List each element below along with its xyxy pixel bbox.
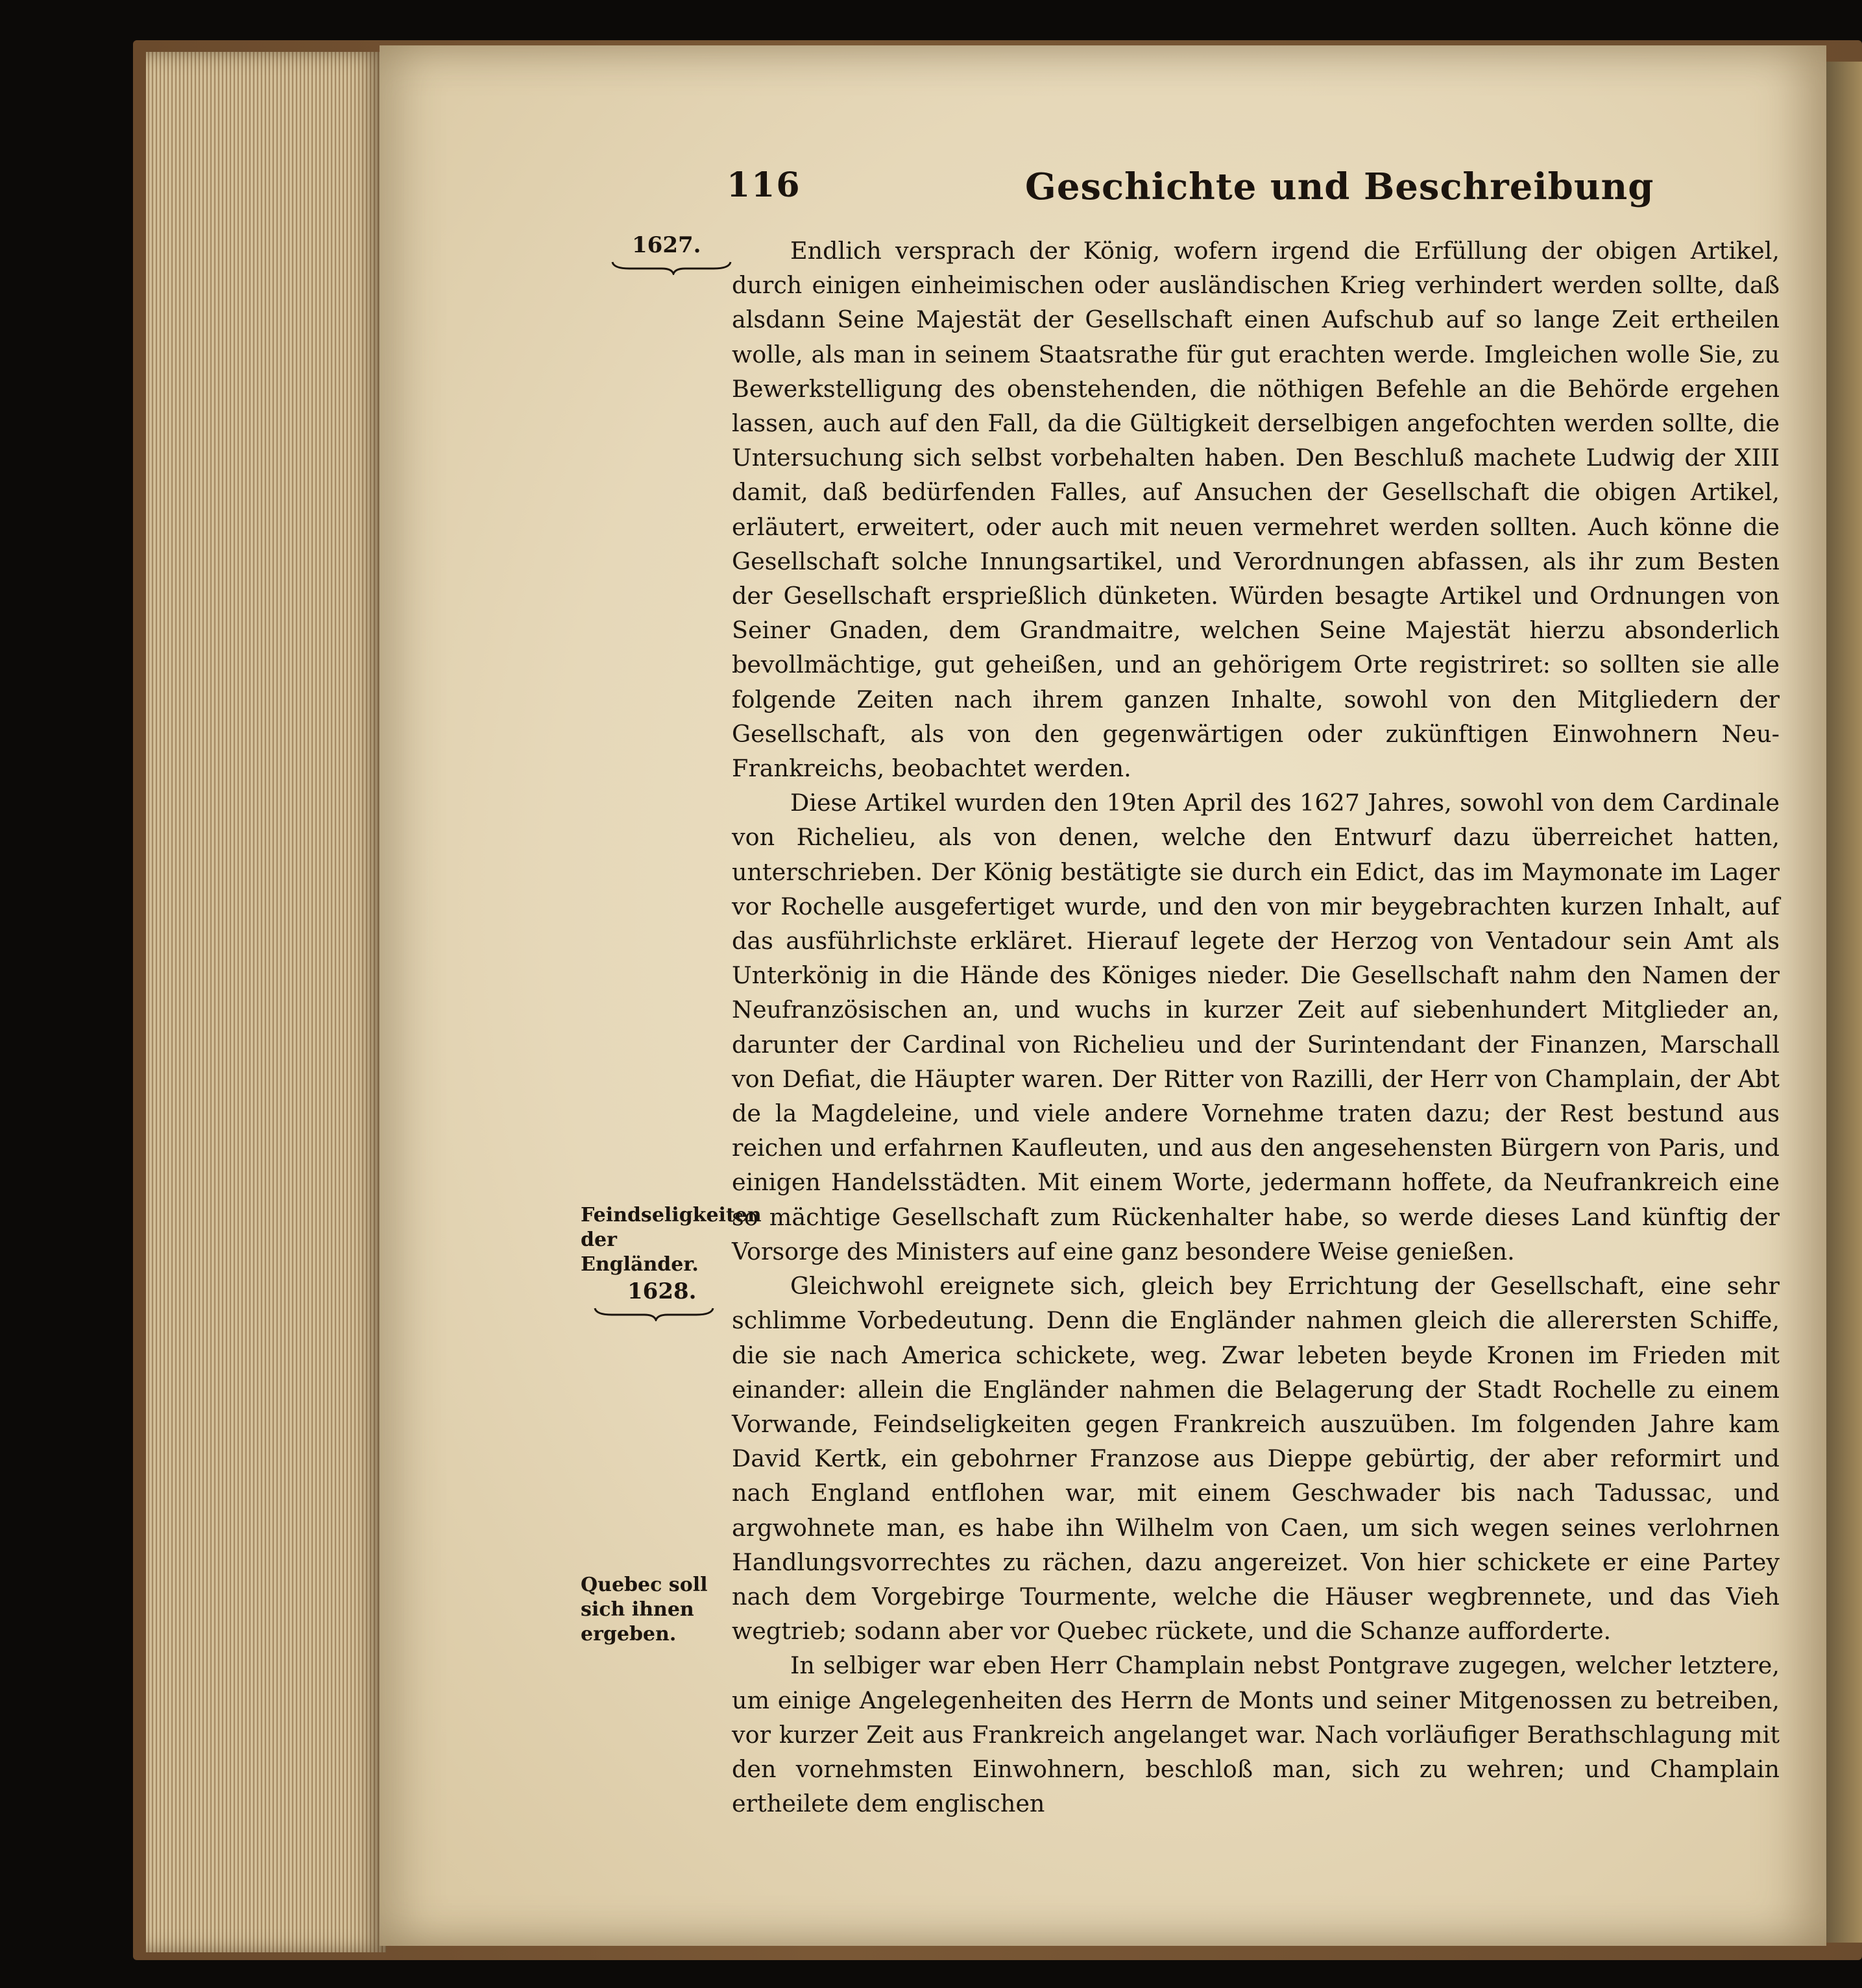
page-number: 116 (727, 165, 801, 205)
page-edges (146, 52, 386, 1952)
margin-note-feindseligkeiten (581, 1203, 762, 1321)
paragraph: Endlich versprach der König, wofern irgend die Erfüllung der obigen Artikel, durch einigen einheimischen oder ausländischen Krieg verhindert werden sollte, daß alsdann Seine Majestät der Gesellschaft einen Aufschub auf so lange Zeit ertheilen wolle, als man in seinem Staatsrathe für gut erachten werde. Imgleichen wolle Sie, zu Bewerkstelligung des obenstehenden, die nöthigen Befehle an die Behörde ergehen lassen, auch auf den Fall, da die Gültigkeit derselbigen angefochten werden sollte, die Untersuchung sich selbst vorbehalten haben. Den Beschluß machete Ludwig der XIII damit, daß bedürfenden Falles, auf Ansuchen der Gesellschaft die obigen Artikel, erläutert, erweitert, oder auch mit neuen vermehret werden sollten. Auch könne die Gesellschaft solche Innungsartikel, und Verordnungen abfassen, als ihr zum Besten der Gesellschaft erspriеßlich dünketen. Würden besagte Artikel und Ordnungen von Seiner Gnaden, dem Grandmaitre, welchen Seine Majestät hierzu absonderlich bevollmächtige, gut geheißen, und an gehörigem Orte registriret: so sollten sie alle folgende Zeiten nach ihrem ganzen Inhalte, sowohl von den Mitgliedern der Gesellschaft, als von den gegenwärtigen oder zukünftigen Einwohnern Neu-Frankreichs, beobachtet werden. (732, 237, 1780, 783)
brace-mark (610, 258, 733, 275)
running-title: Geschichte und Beschreibung (1025, 165, 1654, 208)
paragraph: In selbiger war eben Herr Champlain nebst Pontgrave zugegen, welcher letztere, um einige Angelegenheiten des Herrn de Monts und seiner Mitgenossen zu betreiben, vor kurzer Zeit aus Frankreich angelanget war. Nach vorläufiger Berathschlagung mit den vornehmsten Einwohnern, beschloß man, sich zu wehren; und Champlain ertheilete dem englischen (732, 1651, 1780, 1818)
margin-note-text: Feindseligkeiten der Engländer. (581, 1204, 762, 1276)
brace-mark (592, 1304, 716, 1321)
paragraph: Diese Artikel wurden den 19ten April des 1627 Jahres, sowohl von dem Cardinale von Richelieu, als von denen, welche den Entwurf dazu überreichet hatten, unterschrieben. Der König bestätigte sie durch ein Edict, das im Maymonate im Lager vor Rochelle ausgefertiget wurde, und den von mir beygebrachten kurzen Inhalt, auf das ausführlichste erkläret. Hierauf legete der Herzog von Ventadour sein Amt als Unterkönig in die Hände des Königes nieder. Die Gesellschaft nahm den Namen der Neufranzösischen an, und wuchs in kurzer Zeit auf siebenhundert Mitglieder an, darunter der Cardinal von Richelieu und der Surintendant der Finanzen, Marschall von Defiat, die Häupter waren. Der Ritter von Razilli, der Herr von Champlain, der Abt de la Magdeleine, und viele andere Vornehme traten dazu; der Rest bestund aus reichen und erfahrnen Kaufleuten, und aus den angesehensten Bürgern von Paris, und einigen Handelsstädten. Mit einem Worte, jedermann hoffete, da Neufrankreich eine so mächtige Gesellschaft zum Rückenhalter habe, so werde dieses Land künftig der Vorsorge des Ministers auf eine ganz besondere Weise genießen. (732, 789, 1780, 1265)
margin-note-1627 (610, 232, 740, 275)
body-text (732, 234, 1780, 1821)
margin-year: 1628. (627, 1278, 697, 1304)
paragraph: Gleichwohl ereignete sich, gleich bey Errichtung der Gesellschaft, eine sehr schlimme Vorbedeutung. Denn die Engländer nahmen gleich die allerersten Schiffe, die sie nach America schickete, weg. Zwar lebeten beyde Kronen im Frieden mit einander: allein die Engländer nahmen die Belagerung der Stadt Rochelle zu einem Vorwande, Feindseligkeiten gegen Frankreich auszuüben. Im folgenden Jahre kam David Kertk, ein gebohrner Franzose aus Dieppe gebürtig, der aber reformirt und nach England entflohen war, mit einem Geschwader bis nach Tadussac, und argwohnete man, es habe ihn Wilhelm von Caen, um sich wegen seines verlohrnen Handlungsvorrechtes zu rächen, dazu angereizet. Von hier schickete er eine Partey nach dem Vorgebirge Tourmente, welche die Häuser wegbrennete, und das Vieh wegtrieb; sodann aber vor Quebec rückete, und die Schanze aufforderte. (732, 1272, 1780, 1646)
margin-note-text: Quebec soll sich ihnen ergeben. (581, 1574, 708, 1646)
margin-note-quebec (581, 1573, 717, 1647)
next-page-edge (1826, 62, 1862, 1943)
page-header (727, 165, 1784, 217)
margin-year: 1627. (632, 232, 701, 258)
